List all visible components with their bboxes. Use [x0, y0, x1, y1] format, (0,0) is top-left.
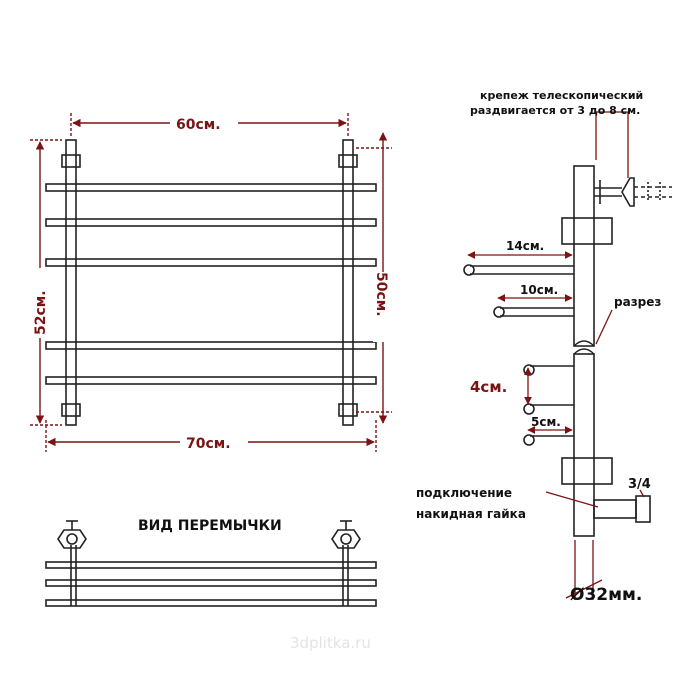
diameter-label: Ø32мм. — [570, 585, 643, 605]
right-top-cap — [339, 155, 357, 167]
right-post — [343, 140, 353, 425]
top-rail-3 — [46, 600, 376, 606]
rail-1 — [46, 184, 376, 191]
top-rail-2 — [46, 580, 376, 586]
dim-top-width: 60см. — [176, 117, 221, 133]
rail-2 — [46, 219, 376, 226]
thread-label: 3/4 — [628, 477, 651, 492]
right-bottom-cap — [339, 404, 357, 416]
right-hex-nut — [332, 530, 360, 548]
connection-line2: накидная гайка — [416, 507, 526, 521]
left-bottom-cap — [62, 404, 80, 416]
top-view-title: ВИД ПЕРЕМЫЧКИ — [138, 518, 282, 534]
connection-line1: подключение — [416, 486, 513, 500]
cut-label: разрез — [614, 295, 662, 309]
connection-nut — [636, 496, 650, 522]
side-dimensions — [468, 112, 644, 600]
rail-4 — [46, 342, 376, 349]
mount-note-line2: раздвигается от 3 до 8 см. — [470, 104, 641, 117]
rail-3 — [46, 259, 376, 266]
rail-5 — [46, 377, 376, 384]
dim-14: 14см. — [506, 239, 545, 253]
connection-outlet — [594, 500, 636, 518]
wall-anchor — [622, 178, 634, 206]
dim-5: 5см. — [531, 415, 561, 429]
section-cut — [574, 341, 594, 354]
left-post — [66, 140, 76, 425]
dim-10: 10см. — [520, 283, 559, 297]
mount-note-line1: крепеж телескопический — [480, 89, 644, 102]
side-post-lower — [574, 354, 594, 536]
dim-left-height: 52см. — [33, 290, 49, 335]
side-post-upper — [574, 166, 594, 346]
top-rail-1 — [46, 562, 376, 568]
left-hex-nut — [58, 530, 86, 548]
upper-mount-block — [562, 218, 612, 244]
watermark: 3dplitka.ru — [290, 634, 371, 652]
left-top-cap — [62, 155, 80, 167]
dim-4: 4см. — [470, 378, 508, 396]
lower-mount-block — [562, 458, 612, 484]
front-dimensions — [30, 113, 392, 452]
dim-bottom-width: 70см. — [186, 436, 231, 452]
front-view — [46, 140, 376, 425]
dim-right-height: 50см. — [373, 272, 389, 317]
